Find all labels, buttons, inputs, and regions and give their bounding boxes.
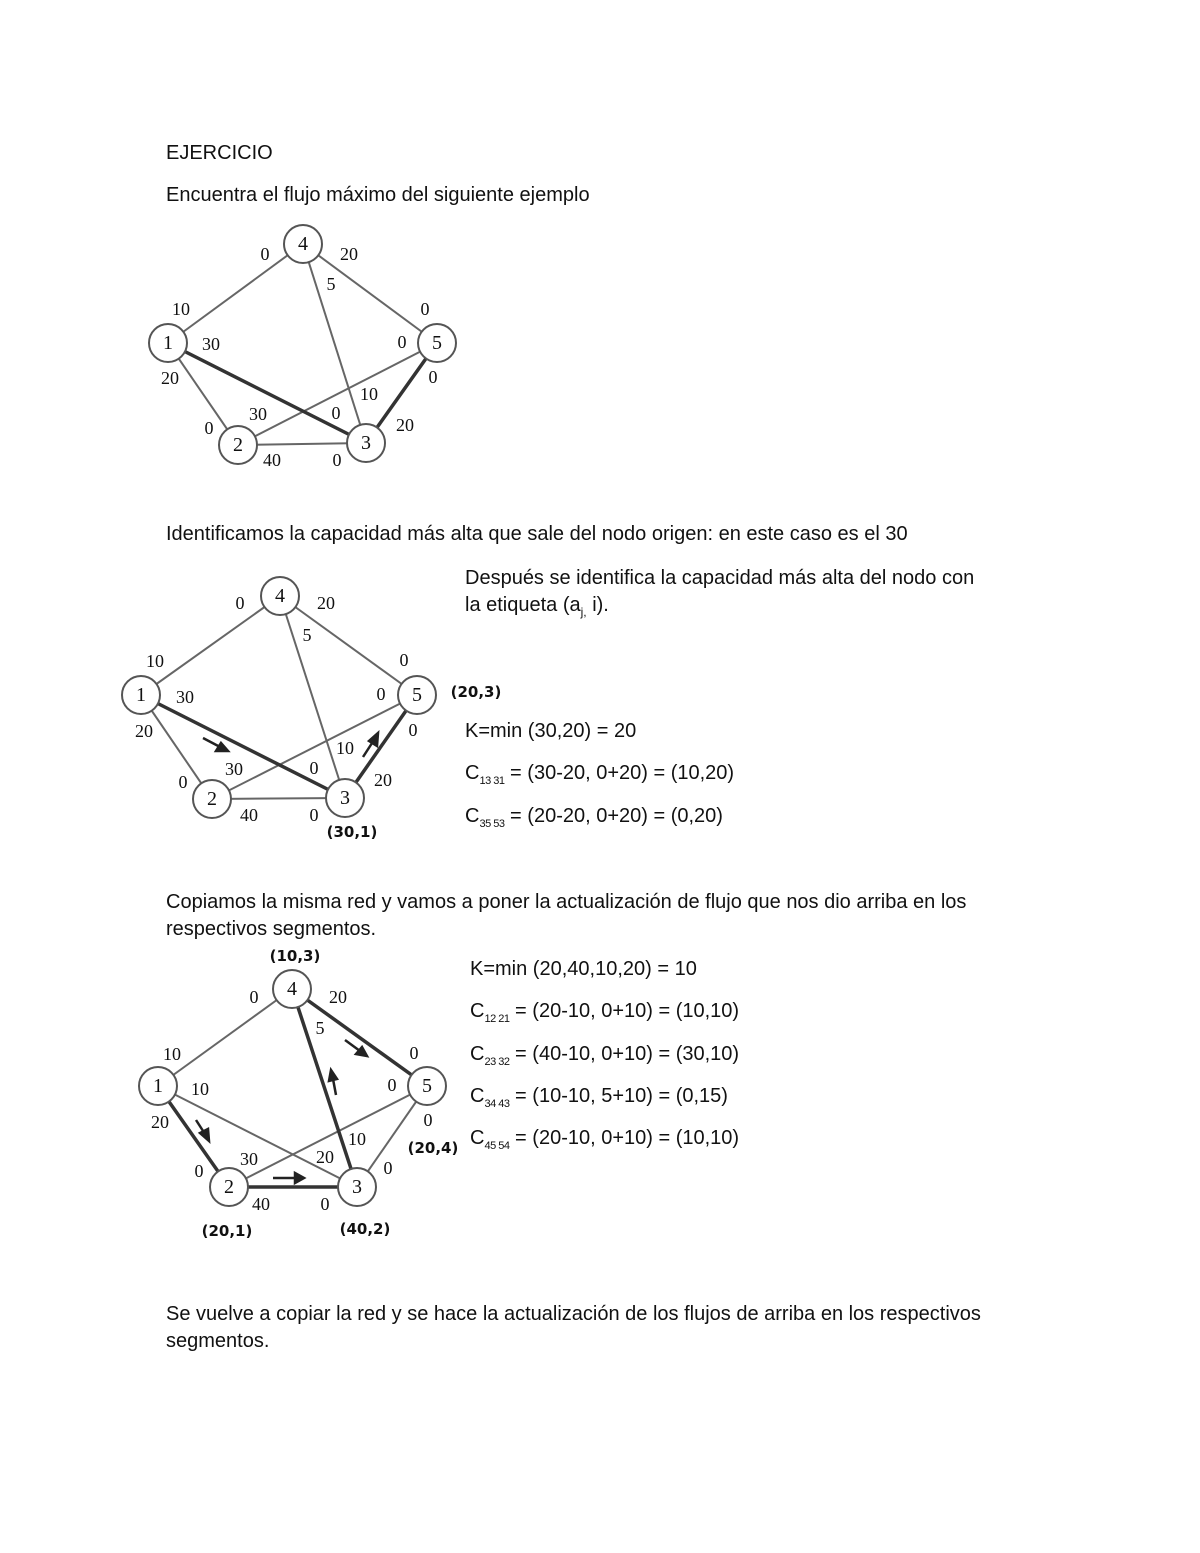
formula-letter: C [470,1043,485,1065]
step2-text-part: la etiqueta (a [465,594,581,616]
edge-label: 0 [309,758,319,778]
edge-label: 0 [399,650,409,670]
edge-label: 5 [302,625,312,645]
edge-label: 30 [249,404,267,424]
formula-sub: 45 54 [484,1140,510,1152]
edge-label: 0 [409,1043,419,1063]
edge-label: 20 [374,770,392,790]
step2-text-part: i). [586,594,609,616]
formula-rest: = (10-10, 5+10) = (0,15) [515,1085,728,1107]
step1-text: Identificamos la capacidad más alta que sale del nodo origen: en este caso es el 30 [166,523,908,545]
node-label: 3 [352,1176,362,1198]
node-label: 2 [233,434,243,456]
edge-label: 20 [161,368,179,388]
edge-label: 5 [326,274,336,294]
formula-letter: C [465,805,480,827]
node-label: 3 [340,787,350,809]
step3-k-formula: K=min (20,40,10,20) = 10 [470,958,697,980]
edge-label: 20 [396,415,414,435]
formula-letter: C [470,1085,485,1107]
edge-label: 10 [336,738,354,758]
node-tag-4: (10,3) [269,947,321,965]
edge-label: 0 [397,332,407,352]
node-tag-5: (20,3) [450,683,502,701]
heading: EJERCICIO [166,142,273,164]
formula-rest: = (20-20, 0+20) = (0,20) [510,805,723,827]
node-tag-3: (40,2) [339,1220,391,1238]
edge-label: 0 [332,450,342,470]
node-label: 4 [298,233,308,255]
edge-label: 0 [249,987,259,1007]
step2-text-sub: j, [580,605,587,619]
node-label: 3 [361,432,371,454]
step2-k-formula: K=min (30,20) = 20 [465,720,637,742]
edge-label: 0 [178,772,188,792]
node-tag-5: (20,4) [407,1139,459,1157]
edge-label: 10 [163,1044,181,1064]
node-label: 1 [136,684,146,706]
edge-label: 20 [151,1112,169,1132]
edge-label: 5 [315,1018,325,1038]
node-tag-3: (30,1) [326,823,378,841]
edge-label: 0 [309,805,319,825]
formula-rest: = (30-20, 0+20) = (10,20) [510,762,735,784]
edge-label: 10 [348,1129,366,1149]
node-label: 2 [207,788,217,810]
edge-label: 0 [204,418,214,438]
formula-sub: 35 53 [479,818,505,830]
edge-label: 20 [135,721,153,741]
edge-label: 0 [331,403,341,423]
edge-label: 20 [329,987,347,1007]
formula-letter: C [470,1000,485,1022]
formula-sub: 12 21 [484,1013,510,1025]
node-label: 4 [287,978,297,1000]
edge-label: 0 [420,299,430,319]
edge-label: 20 [317,593,335,613]
edge-label: 0 [423,1110,433,1130]
formula-letter: C [470,1127,485,1149]
formula-letter: C [465,762,480,784]
edge-label: 10 [146,651,164,671]
formula-rest: = (20-10, 0+10) = (10,10) [515,1127,740,1149]
edge-label: 30 [225,759,243,779]
node-tag-2: (20,1) [201,1222,253,1240]
edge-label: 40 [252,1194,270,1214]
edge-label: 10 [172,299,190,319]
edge-label: 0 [320,1194,330,1214]
node-label: 2 [224,1176,234,1198]
step2-text-line1: Después se identifica la capacidad más alta del nodo con [465,567,975,589]
formula-sub: 34 43 [484,1098,510,1110]
formula-sub: 13 31 [479,775,505,787]
edge-label: 0 [383,1158,393,1178]
edge-label: 40 [240,805,258,825]
edge-label: 20 [316,1147,334,1167]
edge-label: 0 [235,593,245,613]
formula-sub: 23 32 [484,1056,510,1068]
edge-label: 40 [263,450,281,470]
edge-label: 30 [202,334,220,354]
edge-label: 0 [408,720,418,740]
node-label: 1 [163,332,173,354]
formula-rest: = (40-10, 0+10) = (30,10) [515,1043,740,1065]
edge-label: 10 [191,1079,209,1099]
edge-label: 0 [376,684,386,704]
node-label: 5 [412,684,422,706]
edge-label: 30 [240,1149,258,1169]
edge-label: 10 [360,384,378,404]
step4-text: Se vuelve a copiar la red y se hace la actualización de los flujos de arriba en los respectivos segmentos. [166,1303,981,1352]
edge-label: 20 [340,244,358,264]
formula-rest: = (20-10, 0+10) = (10,10) [515,1000,740,1022]
node-label: 1 [153,1075,163,1097]
node-label: 4 [275,585,285,607]
edge-label: 0 [387,1075,397,1095]
intro-text: Encuentra el flujo máximo del siguiente ejemplo [166,184,590,206]
node-label: 5 [432,332,442,354]
edge-label: 0 [194,1161,204,1181]
step3-text: Copiamos la misma red y vamos a poner la actualización de flujo que nos dio arriba en los respectivos segmentos. [166,891,967,940]
edge-label: 30 [176,687,194,707]
node-label: 5 [422,1075,432,1097]
edge-label: 0 [428,367,438,387]
edge-label: 0 [260,244,270,264]
